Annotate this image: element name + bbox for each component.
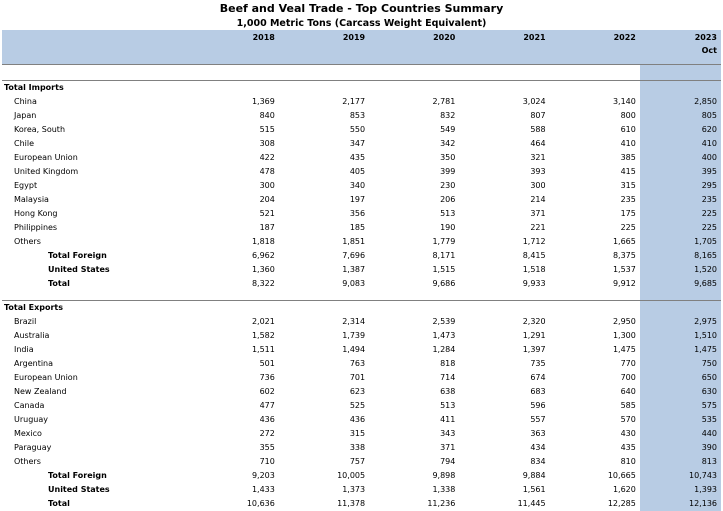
table-row	[2, 315, 721, 329]
row-label: Canada	[2, 399, 189, 413]
table-row	[2, 343, 721, 357]
cell-value: 6,962	[189, 249, 279, 263]
cell-value: 596	[459, 399, 549, 413]
col-header-2019: 2019	[279, 30, 369, 45]
cell-value: 501	[189, 357, 279, 371]
cell-value: 411	[369, 413, 459, 427]
cell-value: 1,475	[550, 343, 640, 357]
row-label: Mexico	[2, 427, 189, 441]
cell-value: 1,665	[550, 235, 640, 249]
table-row	[2, 235, 721, 249]
cell-value: 175	[550, 207, 640, 221]
cell-value: 794	[369, 455, 459, 469]
cell-value: 1,582	[189, 329, 279, 343]
cell-value: 315	[279, 427, 369, 441]
cell-value: 371	[369, 441, 459, 455]
table-row	[2, 413, 721, 427]
table-row	[2, 137, 721, 151]
cell-value: 9,685	[640, 277, 721, 291]
cell-value: 300	[189, 179, 279, 193]
table-row	[2, 249, 721, 263]
cell-value: 295	[640, 179, 721, 193]
cell-value: 585	[550, 399, 640, 413]
row-label: Egypt	[2, 179, 189, 193]
cell-value: 588	[459, 123, 549, 137]
cell-value: 190	[369, 221, 459, 235]
cell-value: 683	[459, 385, 549, 399]
cell-value: 371	[459, 207, 549, 221]
cell-value: 8,165	[640, 249, 721, 263]
cell-value: 308	[189, 137, 279, 151]
cell-value: 1,393	[640, 483, 721, 497]
cell-value: 272	[189, 427, 279, 441]
cell-value: 12,136	[640, 497, 721, 511]
cell-value: 735	[459, 357, 549, 371]
row-label: United Kingdom	[2, 165, 189, 179]
cell-value: 7,696	[279, 249, 369, 263]
cell-value: 9,912	[550, 277, 640, 291]
table-row	[2, 179, 721, 193]
cell-value: 9,203	[189, 469, 279, 483]
cell-value: 1,433	[189, 483, 279, 497]
report-subtitle: 1,000 Metric Tons (Carcass Weight Equivalent)	[0, 17, 723, 30]
row-label: Others	[2, 235, 189, 249]
cell-value: 1,397	[459, 343, 549, 357]
cell-value: 434	[459, 441, 549, 455]
cell-value: 10,665	[550, 469, 640, 483]
cell-value: 1,475	[640, 343, 721, 357]
cell-value: 11,236	[369, 497, 459, 511]
cell-value: 623	[279, 385, 369, 399]
cell-value: 315	[550, 179, 640, 193]
cell-value: 1,360	[189, 263, 279, 277]
cell-value: 10,005	[279, 469, 369, 483]
cell-value: 700	[550, 371, 640, 385]
table-header	[2, 30, 721, 65]
cell-value: 832	[369, 109, 459, 123]
cell-value: 1,705	[640, 235, 721, 249]
cell-value: 1,620	[550, 483, 640, 497]
cell-value: 8,415	[459, 249, 549, 263]
cell-value: 393	[459, 165, 549, 179]
cell-value: 1,712	[459, 235, 549, 249]
cell-value: 638	[369, 385, 459, 399]
cell-value: 385	[550, 151, 640, 165]
cell-value: 405	[279, 165, 369, 179]
cell-value: 714	[369, 371, 459, 385]
row-label: United States	[2, 483, 189, 497]
cell-value: 853	[279, 109, 369, 123]
cell-value: 2,539	[369, 315, 459, 329]
cell-value: 1,520	[640, 263, 721, 277]
cell-value: 1,338	[369, 483, 459, 497]
table-row	[2, 385, 721, 399]
cell-value: 8,375	[550, 249, 640, 263]
cell-value: 12,285	[550, 497, 640, 511]
cell-value: 549	[369, 123, 459, 137]
table-row	[2, 469, 721, 483]
cell-value: 415	[550, 165, 640, 179]
cell-value: 187	[189, 221, 279, 235]
cell-value: 300	[459, 179, 549, 193]
cell-value: 2,021	[189, 315, 279, 329]
cell-value: 630	[640, 385, 721, 399]
cell-value: 9,083	[279, 277, 369, 291]
cell-value: 521	[189, 207, 279, 221]
cell-value: 350	[369, 151, 459, 165]
cell-value: 800	[550, 109, 640, 123]
cell-value: 701	[279, 371, 369, 385]
col-header-2023-sub: Oct	[640, 45, 721, 56]
cell-value: 2,177	[279, 95, 369, 109]
table-row	[2, 399, 721, 413]
table-row	[2, 277, 721, 291]
cell-value: 3,140	[550, 95, 640, 109]
cell-value: 9,898	[369, 469, 459, 483]
table-row	[2, 109, 721, 123]
cell-value: 640	[550, 385, 640, 399]
cell-value: 430	[550, 427, 640, 441]
row-label: New Zealand	[2, 385, 189, 399]
cell-value: 321	[459, 151, 549, 165]
cell-value: 834	[459, 455, 549, 469]
cell-value: 535	[640, 413, 721, 427]
cell-value: 235	[550, 193, 640, 207]
table-row	[2, 123, 721, 137]
cell-value: 757	[279, 455, 369, 469]
cell-value: 363	[459, 427, 549, 441]
cell-value: 1,387	[279, 263, 369, 277]
cell-value: 464	[459, 137, 549, 151]
cell-value: 355	[189, 441, 279, 455]
cell-value: 818	[369, 357, 459, 371]
row-label: Hong Kong	[2, 207, 189, 221]
imports-section-label: Total Imports	[2, 81, 189, 96]
cell-value: 1,473	[369, 329, 459, 343]
cell-value: 1,739	[279, 329, 369, 343]
cell-value: 390	[640, 441, 721, 455]
cell-value: 1,494	[279, 343, 369, 357]
exports-section-header	[2, 301, 721, 316]
cell-value: 477	[189, 399, 279, 413]
cell-value: 1,518	[459, 263, 549, 277]
cell-value: 1,291	[459, 329, 549, 343]
cell-value: 513	[369, 399, 459, 413]
cell-value: 440	[640, 427, 721, 441]
row-label: Chile	[2, 137, 189, 151]
cell-value: 399	[369, 165, 459, 179]
cell-value: 9,686	[369, 277, 459, 291]
cell-value: 8,322	[189, 277, 279, 291]
col-header-2022: 2022	[550, 30, 640, 45]
row-label: Philippines	[2, 221, 189, 235]
row-label: Australia	[2, 329, 189, 343]
cell-value: 2,314	[279, 315, 369, 329]
exports-section-label: Total Exports	[2, 301, 189, 316]
cell-value: 1,369	[189, 95, 279, 109]
row-label: Total	[2, 497, 189, 511]
cell-value: 2,320	[459, 315, 549, 329]
cell-value: 436	[279, 413, 369, 427]
table-row	[2, 193, 721, 207]
row-label: Total Foreign	[2, 469, 189, 483]
cell-value: 10,636	[189, 497, 279, 511]
cell-value: 513	[369, 207, 459, 221]
cell-value: 1,373	[279, 483, 369, 497]
table-row	[2, 427, 721, 441]
table-row	[2, 165, 721, 179]
row-label: China	[2, 95, 189, 109]
spacer-row	[2, 65, 721, 81]
row-label: Total Foreign	[2, 249, 189, 263]
cell-value: 214	[459, 193, 549, 207]
row-label: Argentina	[2, 357, 189, 371]
cell-value: 347	[279, 137, 369, 151]
cell-value: 1,284	[369, 343, 459, 357]
cell-value: 225	[550, 221, 640, 235]
cell-value: 610	[550, 123, 640, 137]
cell-value: 225	[640, 221, 721, 235]
cell-value: 343	[369, 427, 459, 441]
cell-value: 2,975	[640, 315, 721, 329]
cell-value: 11,378	[279, 497, 369, 511]
cell-value: 805	[640, 109, 721, 123]
cell-value: 10,743	[640, 469, 721, 483]
cell-value: 410	[550, 137, 640, 151]
imports-section-header	[2, 81, 721, 96]
cell-value: 197	[279, 193, 369, 207]
cell-value: 1,851	[279, 235, 369, 249]
cell-value: 356	[279, 207, 369, 221]
table-row	[2, 441, 721, 455]
cell-value: 338	[279, 441, 369, 455]
cell-value: 436	[189, 413, 279, 427]
col-header-2021: 2021	[459, 30, 549, 45]
row-label: Brazil	[2, 315, 189, 329]
cell-value: 2,781	[369, 95, 459, 109]
row-label: Paraguay	[2, 441, 189, 455]
table-body	[2, 65, 721, 511]
cell-value: 478	[189, 165, 279, 179]
cell-value: 342	[369, 137, 459, 151]
cell-value: 230	[369, 179, 459, 193]
row-label: Korea, South	[2, 123, 189, 137]
col-header-2018: 2018	[189, 30, 279, 45]
cell-value: 435	[550, 441, 640, 455]
row-label: Malaysia	[2, 193, 189, 207]
cell-value: 810	[550, 455, 640, 469]
cell-value: 2,850	[640, 95, 721, 109]
cell-value: 435	[279, 151, 369, 165]
row-label: United States	[2, 263, 189, 277]
cell-value: 1,515	[369, 263, 459, 277]
col-header-2023: 2023	[640, 30, 721, 45]
table-row	[2, 455, 721, 469]
cell-value: 11,445	[459, 497, 549, 511]
cell-value: 400	[640, 151, 721, 165]
cell-value: 515	[189, 123, 279, 137]
report-title: Beef and Veal Trade - Top Countries Summary	[0, 0, 723, 17]
cell-value: 570	[550, 413, 640, 427]
cell-value: 185	[279, 221, 369, 235]
cell-value: 557	[459, 413, 549, 427]
cell-value: 575	[640, 399, 721, 413]
row-label: Japan	[2, 109, 189, 123]
table-row	[2, 483, 721, 497]
table-row	[2, 371, 721, 385]
cell-value: 710	[189, 455, 279, 469]
cell-value: 1,300	[550, 329, 640, 343]
cell-value: 650	[640, 371, 721, 385]
cell-value: 8,171	[369, 249, 459, 263]
cell-value: 340	[279, 179, 369, 193]
cell-value: 736	[189, 371, 279, 385]
table-row	[2, 95, 721, 109]
cell-value: 1,818	[189, 235, 279, 249]
cell-value: 395	[640, 165, 721, 179]
cell-value: 840	[189, 109, 279, 123]
cell-value: 2,950	[550, 315, 640, 329]
cell-value: 9,884	[459, 469, 549, 483]
cell-value: 1,561	[459, 483, 549, 497]
row-label: Total	[2, 277, 189, 291]
cell-value: 525	[279, 399, 369, 413]
table-row	[2, 207, 721, 221]
cell-value: 206	[369, 193, 459, 207]
cell-value: 1,537	[550, 263, 640, 277]
cell-value: 225	[640, 207, 721, 221]
cell-value: 1,779	[369, 235, 459, 249]
cell-value: 235	[640, 193, 721, 207]
row-label: India	[2, 343, 189, 357]
cell-value: 750	[640, 357, 721, 371]
spacer-row	[2, 291, 721, 301]
table-row	[2, 263, 721, 277]
cell-value: 9,933	[459, 277, 549, 291]
cell-value: 1,511	[189, 343, 279, 357]
header-label-cell	[2, 30, 189, 45]
cell-value: 221	[459, 221, 549, 235]
row-label: Others	[2, 455, 189, 469]
cell-value: 550	[279, 123, 369, 137]
row-label: Uruguay	[2, 413, 189, 427]
cell-value: 770	[550, 357, 640, 371]
table-row	[2, 151, 721, 165]
cell-value: 204	[189, 193, 279, 207]
cell-value: 422	[189, 151, 279, 165]
cell-value: 807	[459, 109, 549, 123]
cell-value: 602	[189, 385, 279, 399]
table-row	[2, 357, 721, 371]
row-label: European Union	[2, 371, 189, 385]
cell-value: 3,024	[459, 95, 549, 109]
table-row	[2, 329, 721, 343]
trade-table	[2, 30, 721, 511]
cell-value: 410	[640, 137, 721, 151]
col-header-2020: 2020	[369, 30, 459, 45]
table-row	[2, 221, 721, 235]
cell-value: 674	[459, 371, 549, 385]
cell-value: 620	[640, 123, 721, 137]
row-label: European Union	[2, 151, 189, 165]
table-row	[2, 497, 721, 511]
cell-value: 1,510	[640, 329, 721, 343]
cell-value: 813	[640, 455, 721, 469]
cell-value: 763	[279, 357, 369, 371]
